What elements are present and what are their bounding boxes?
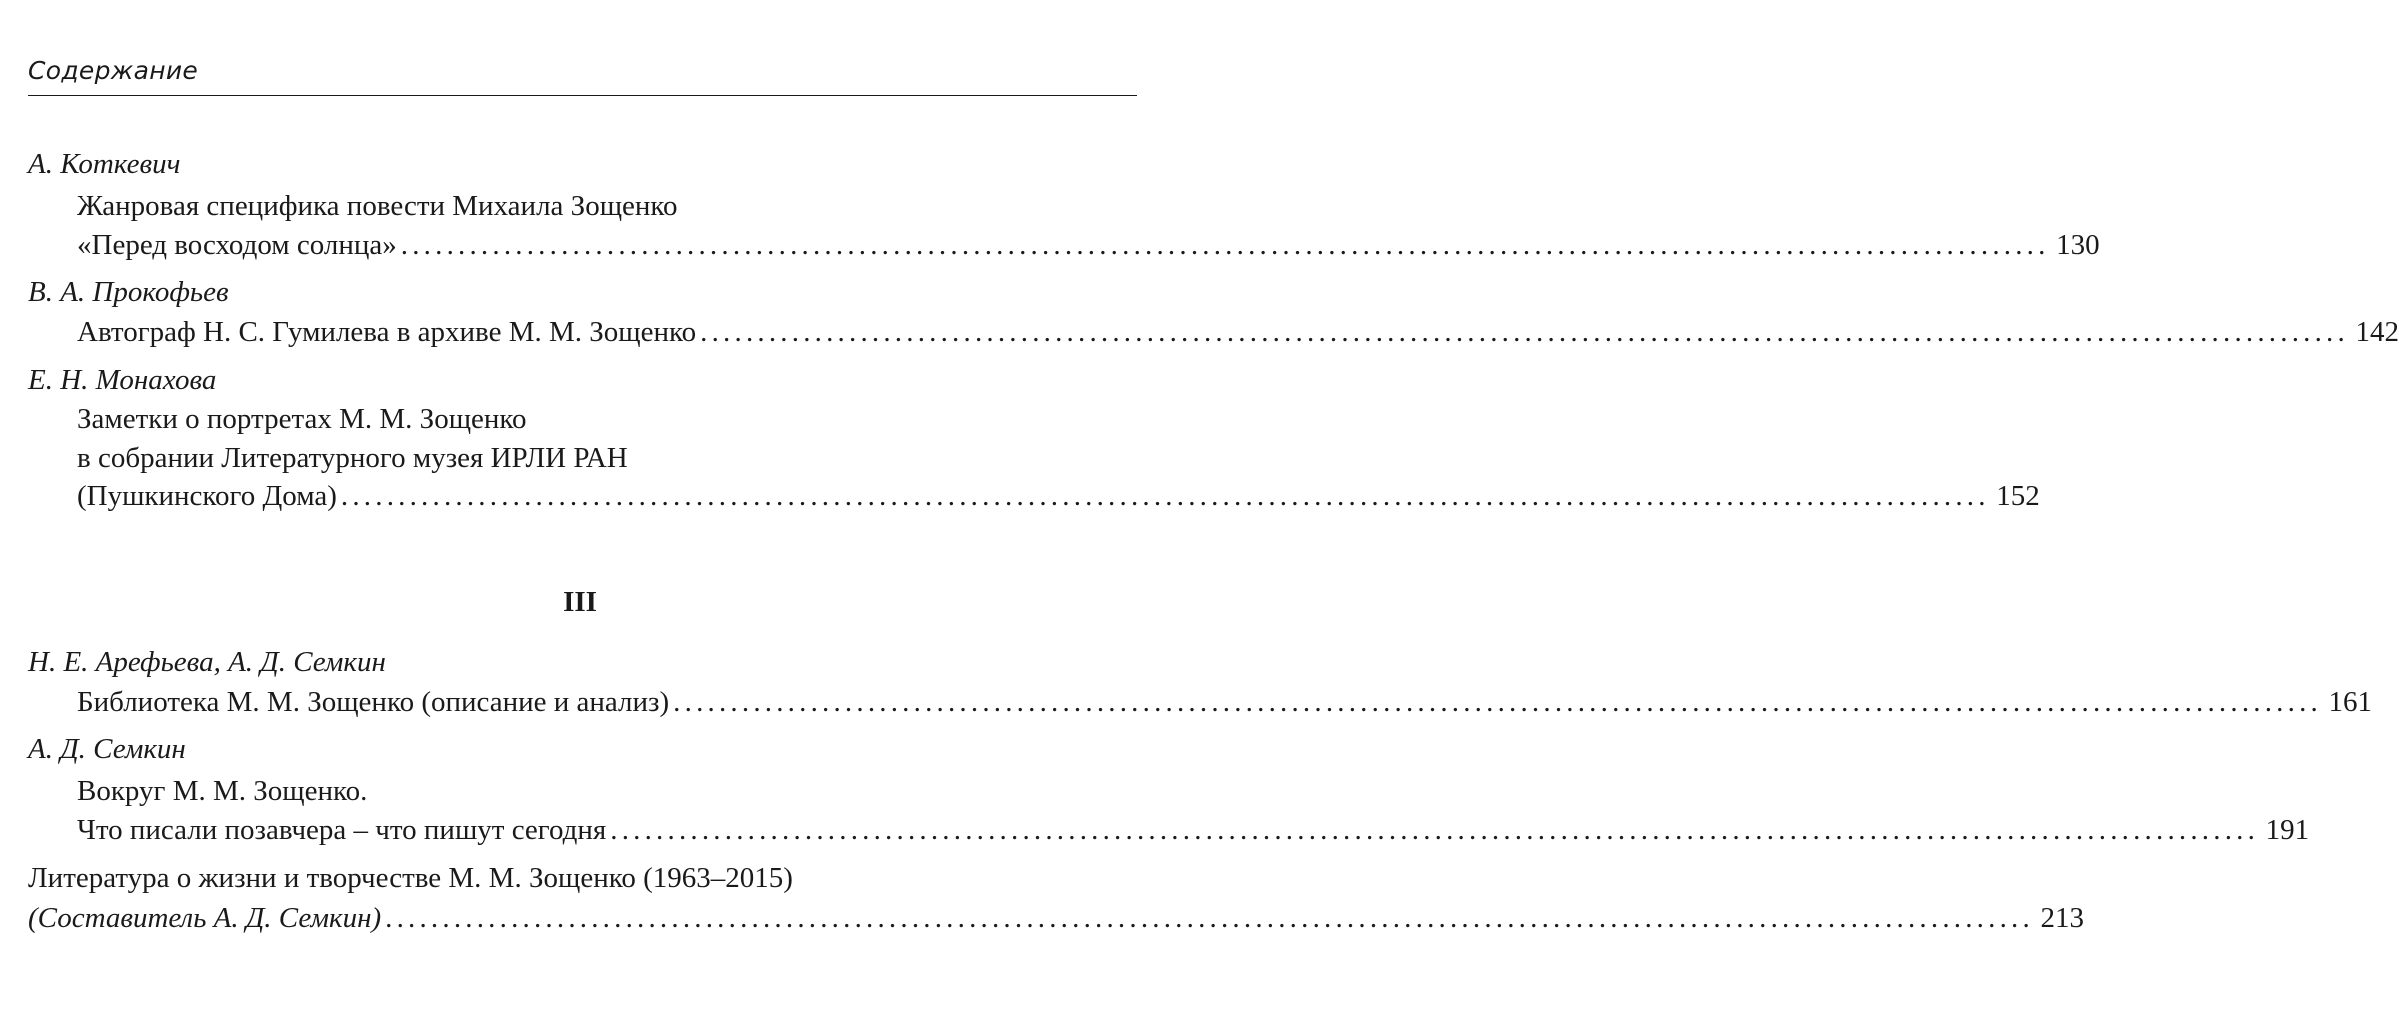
entry-title-line-with-page bbox=[28, 312, 2399, 352]
dot-leader: ................................................................................................................................................ bbox=[385, 902, 2034, 934]
entry-title-line-with-page bbox=[28, 810, 2310, 850]
entry-title-line: Жанровая специфика повести Михаила Зощенко bbox=[77, 190, 678, 222]
entry-title-line: Заметки о портретах М. М. Зощенко bbox=[77, 403, 527, 435]
header-rule bbox=[28, 95, 1137, 96]
entry-title-text: Что писали позавчера – что пишут сегодня bbox=[77, 814, 607, 846]
entry-author: Н. Е. Арефьева, А. Д. Семкин bbox=[28, 646, 386, 678]
section-number: III bbox=[563, 586, 597, 618]
entry-title-line: Литература о жизни и творчестве М. М. Зощенко (1963–2015) bbox=[28, 862, 793, 894]
dot-leader: ................................................................................................................................................ bbox=[340, 480, 1990, 512]
page-number: 152 bbox=[1996, 480, 2040, 512]
dot-leader: ................................................................................................................................................ bbox=[610, 814, 2260, 846]
page-number: 142 bbox=[2355, 316, 2399, 348]
entry-subtitle-text: (Составитель А. Д. Семкин) bbox=[28, 902, 382, 934]
entry-title-text: Библиотека М. М. Зощенко (описание и анализ) bbox=[77, 686, 670, 718]
entry-author: А. Д. Семкин bbox=[28, 733, 186, 765]
page-number: 213 bbox=[2040, 902, 2084, 934]
entry-subtitle-line-with-page bbox=[28, 898, 2084, 938]
entry-title-text: Автограф Н. С. Гумилева в архиве М. М. Зощенко bbox=[77, 316, 697, 348]
entry-title-line: в собрании Литературного музея ИРЛИ РАН bbox=[77, 442, 628, 474]
entry-author: Е. Н. Монахова bbox=[28, 364, 217, 396]
entry-title-text: «Перед восходом солнца» bbox=[77, 229, 397, 261]
entry-title-line-with-page bbox=[28, 225, 2100, 265]
entry-title-line: Вокруг М. М. Зощенко. bbox=[77, 775, 368, 807]
dot-leader: ................................................................................................................................................ bbox=[400, 229, 2050, 261]
entry-title-text: (Пушкинского Дома) bbox=[77, 480, 337, 512]
running-head: Содержание bbox=[28, 56, 199, 85]
entry-title-line-with-page bbox=[28, 476, 2040, 516]
page-number: 161 bbox=[2328, 686, 2372, 718]
dot-leader: ................................................................................................................................................ bbox=[700, 316, 2349, 348]
dot-leader: ................................................................................................................................................ bbox=[673, 686, 2322, 718]
page-number: 130 bbox=[2056, 229, 2100, 261]
page-number: 191 bbox=[2265, 814, 2310, 846]
entry-author: А. Коткевич bbox=[28, 148, 181, 180]
entry-author: В. А. Прокофьев bbox=[28, 276, 229, 308]
entry-title-line-with-page bbox=[28, 682, 2372, 722]
